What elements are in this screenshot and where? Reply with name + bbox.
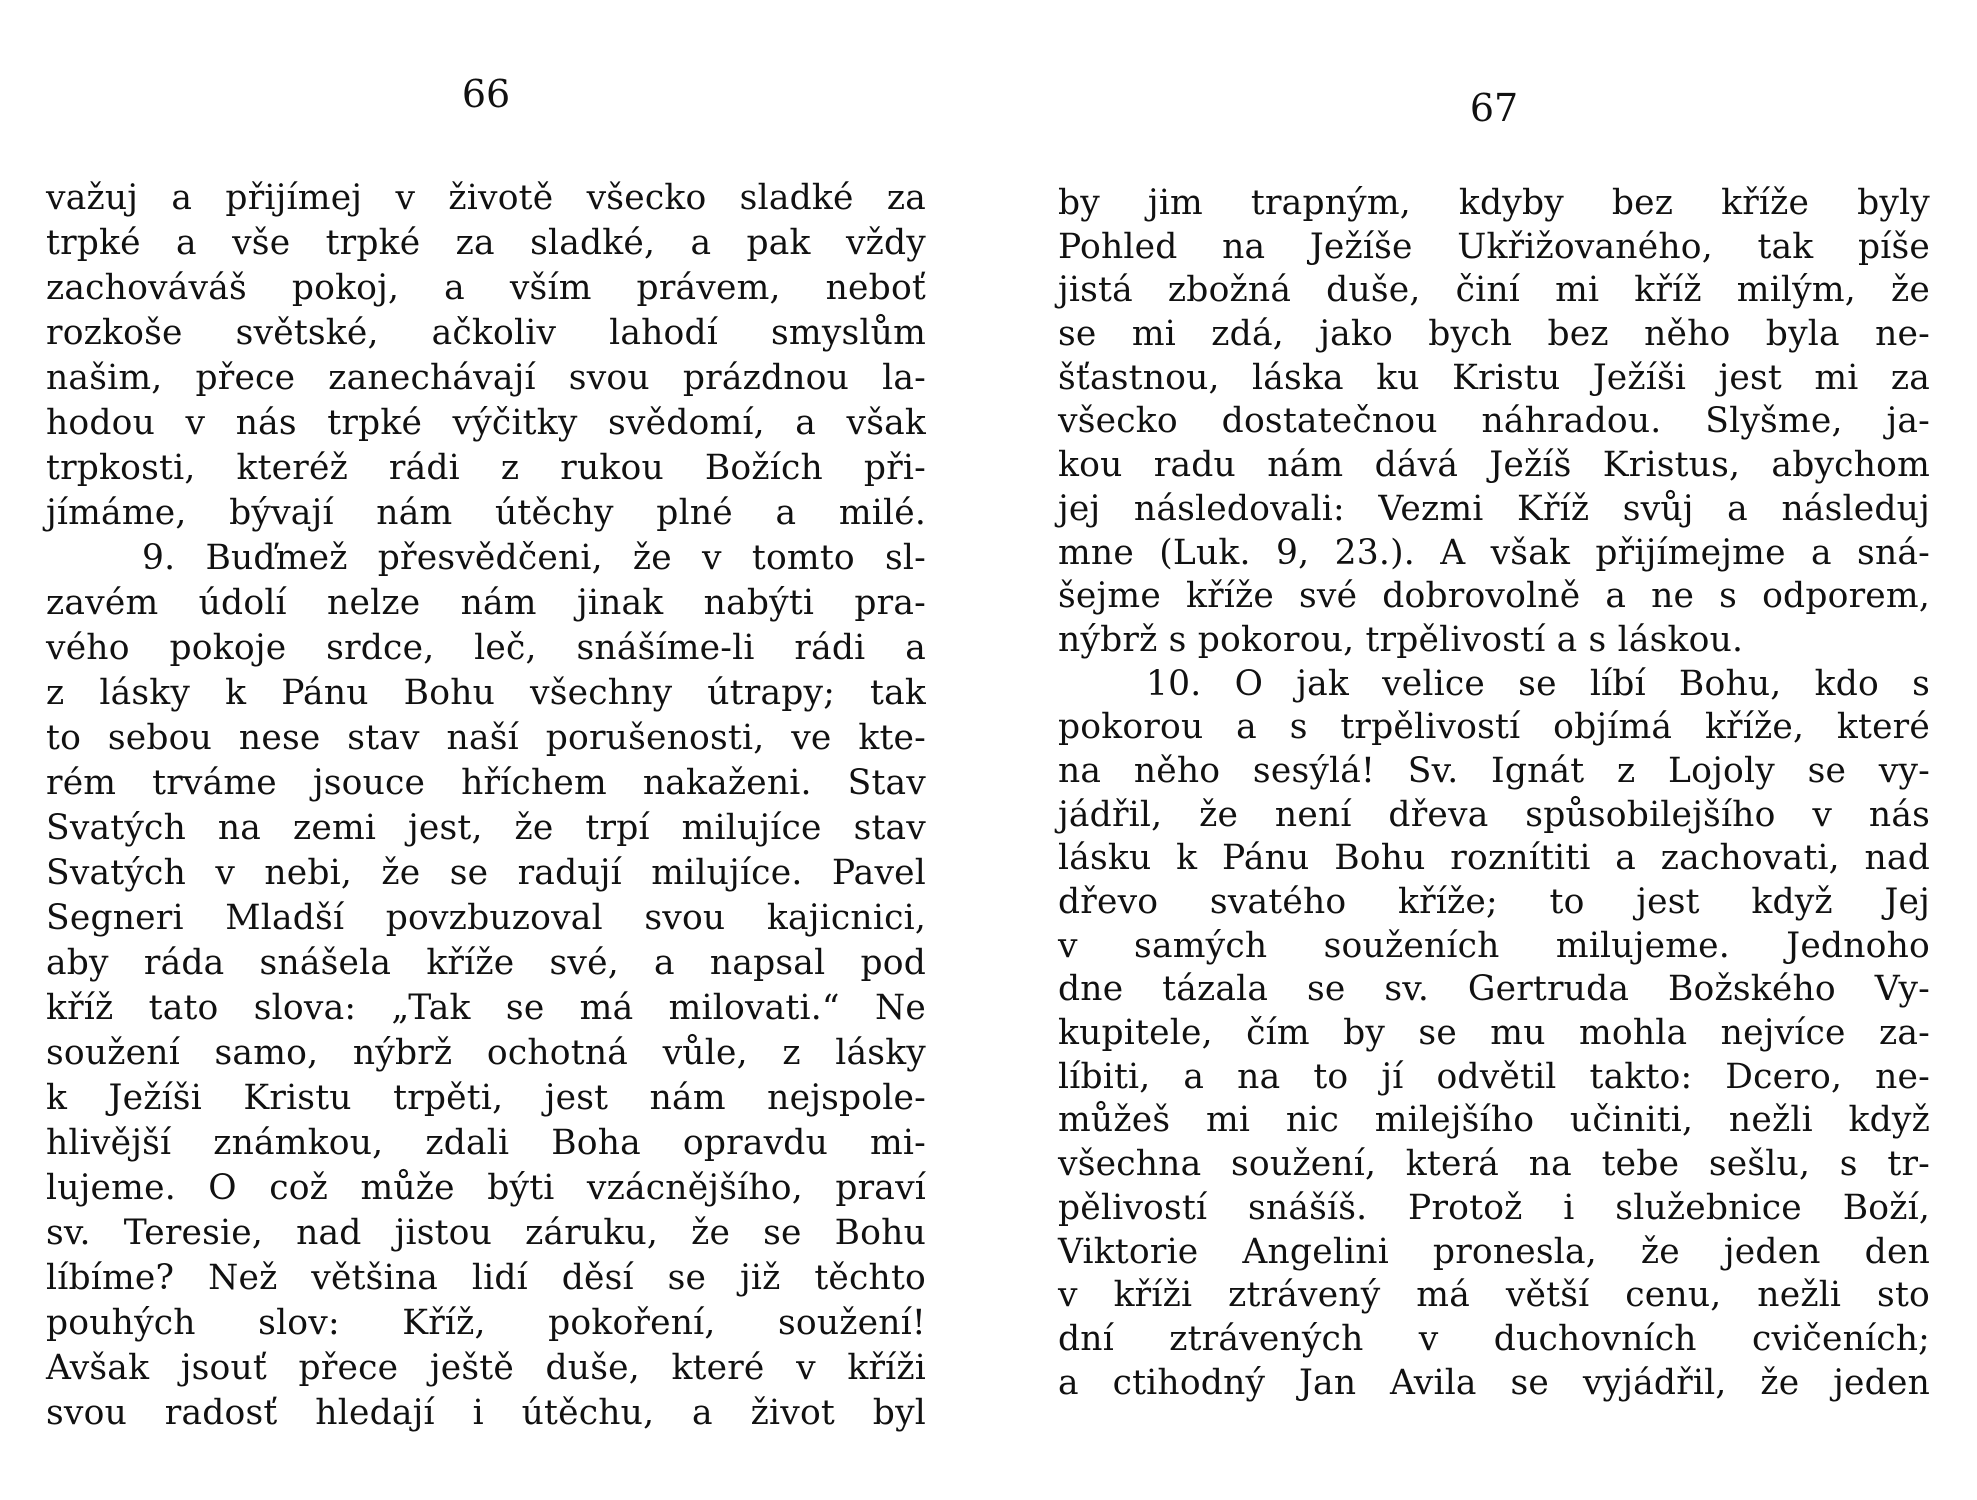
text-line: na něho sesýlá! Sv. Ignát z Lojoly se vy- bbox=[1058, 750, 1930, 791]
text-line: nýbrž s pokorou, trpělivostí a s láskou. bbox=[1058, 619, 1744, 660]
text-line: jádřil, že není dřeva spůsobilejšího v nás bbox=[1058, 794, 1930, 835]
text-line: kou radu nám dává Ježíš Kristus, abychom bbox=[1058, 445, 1930, 486]
paragraph-10-start: 10. O jak velice se líbí Bohu, kdo s bbox=[1146, 663, 1930, 704]
text-line: to sebou nese stav naší porušenosti, ve kte- bbox=[46, 718, 926, 758]
text-line: Avšak jsouť přece ještě duše, které v kříži bbox=[46, 1348, 926, 1388]
text-line: trpké a vše trpké za sladké, a pak vždy bbox=[46, 223, 926, 263]
text-line: by jim trapným, kdyby bez kříže byly bbox=[1058, 183, 1930, 223]
text-line: našim, přece zanechávají svou prázdnou la- bbox=[46, 358, 926, 398]
text-line: šťastnou, láska ku Kristu Ježíši jest mi za bbox=[1058, 357, 1930, 398]
text-line: Svatých na zemi jest, že trpí milujíce stav bbox=[46, 808, 926, 848]
left-page-text bbox=[46, 176, 926, 1436]
text-line: všechna soužení, která na tebe sešlu, s tr- bbox=[1058, 1144, 1930, 1185]
page-number-67: 67 bbox=[1469, 86, 1519, 130]
text-line: svou radosť hledají i útěchu, a život byl bbox=[46, 1393, 926, 1433]
text-line: v kříži ztrávený má větší cenu, nežli sto bbox=[1058, 1275, 1930, 1316]
text-line: všecko dostatečnou náhradou. Slyšme, ja- bbox=[1058, 401, 1930, 442]
paragraph-9-start: 9. Buďmež přesvědčeni, že v tomto sl- bbox=[142, 538, 926, 578]
text-line: važuj a přijímej v životě všecko sladké za bbox=[46, 178, 926, 218]
text-line: líbíme? Než většina lidí děsí se již těchto bbox=[46, 1258, 926, 1298]
page-number-66: 66 bbox=[461, 72, 511, 116]
text-line: pokorou a s trpělivostí objímá kříže, které bbox=[1058, 707, 1930, 748]
text-line: rém trváme jsouce hříchem nakaženi. Stav bbox=[46, 763, 926, 803]
text-line: z lásky k Pánu Bohu všechny útrapy; tak bbox=[46, 673, 926, 713]
text-line: zachováváš pokoj, a vším právem, neboť bbox=[46, 268, 926, 308]
text-line: kříž tato slova: „Tak se má milovati.“ Ne bbox=[46, 988, 926, 1028]
text-line: hlivější známkou, zdali Boha opravdu mi- bbox=[46, 1123, 926, 1163]
text-line: hodou v nás trpké výčitky svědomí, a však bbox=[46, 403, 926, 443]
text-line: zavém údolí nelze nám jinak nabýti pra- bbox=[46, 583, 926, 623]
text-line: Svatých v nebi, že se radují milujíce. Pavel bbox=[46, 853, 926, 893]
text-line: Segneri Mladší povzbuzoval svou kajicnici, bbox=[46, 898, 926, 938]
text-line: soužení samo, nýbrž ochotná vůle, z lásky bbox=[46, 1033, 926, 1073]
right-page-text bbox=[1058, 182, 1930, 1405]
text-line: jímáme, bývají nám útěchy plné a milé. bbox=[46, 493, 926, 533]
text-line: a ctihodný Jan Avila se vyjádřil, že jeden bbox=[1058, 1362, 1930, 1403]
text-line: dne tázala se sv. Gertruda Božského Vy- bbox=[1058, 969, 1930, 1010]
text-line: líbiti, a na to jí odvětil takto: Dcero, ne- bbox=[1058, 1056, 1930, 1097]
text-line: rozkoše světské, ačkoliv lahodí smyslům bbox=[46, 313, 926, 353]
text-line: v samých souženích milujeme. Jednoho bbox=[1058, 925, 1930, 966]
text-line: Viktorie Angelini pronesla, že jeden den bbox=[1058, 1231, 1930, 1272]
text-line: lásku k Pánu Bohu roznítiti a zachovati, nad bbox=[1058, 838, 1930, 879]
text-line: dní ztrávených v duchovních cvičeních; bbox=[1058, 1318, 1930, 1359]
text-line: lujeme. O což může býti vzácnějšího, praví bbox=[46, 1168, 926, 1208]
text-line: trpkosti, kteréž rádi z rukou Božích při- bbox=[46, 448, 926, 488]
text-line: můžeš mi nic milejšího učiniti, nežli když bbox=[1058, 1100, 1930, 1141]
text-line: jej následovali: Vezmi Kříž svůj a následuj bbox=[1058, 488, 1930, 529]
text-line: pouhých slov: Kříž, pokoření, soužení! bbox=[46, 1303, 926, 1343]
text-line: mne (Luk. 9, 23.). A však přijímejme a sná- bbox=[1058, 532, 1930, 573]
text-line: aby ráda snášela kříže své, a napsal pod bbox=[46, 943, 926, 983]
text-line: dřevo svatého kříže; to jest když Jej bbox=[1058, 882, 1930, 922]
text-line: sv. Teresie, nad jistou záruku, že se Bohu bbox=[46, 1213, 926, 1253]
text-line: šejme kříže své dobrovolně a ne s odporem, bbox=[1058, 576, 1930, 617]
text-line: se mi zdá, jako bych bez něho byla ne- bbox=[1058, 314, 1930, 355]
text-line: k Ježíši Kristu trpěti, jest nám nejspole- bbox=[46, 1078, 926, 1118]
text-line: jistá zbožná duše, činí mi kříž milým, že bbox=[1058, 270, 1930, 311]
text-line: Pohled na Ježíše Ukřižovaného, tak píše bbox=[1058, 226, 1930, 267]
text-line: pělivostí snášíš. Protož i služebnice Boží, bbox=[1058, 1187, 1930, 1228]
text-line: vého pokoje srdce, leč, snášíme-li rádi a bbox=[46, 628, 926, 668]
text-line: kupitele, čím by se mu mohla nejvíce za- bbox=[1058, 1013, 1930, 1054]
